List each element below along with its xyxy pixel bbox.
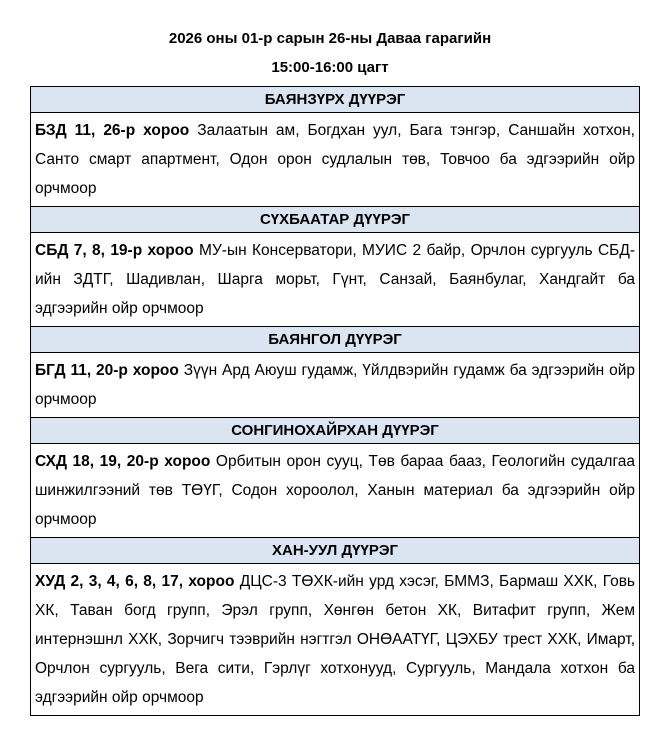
- district-header-sukhbaatar: СҮХБААТАР ДҮҮРЭГ: [31, 207, 639, 233]
- location-list: Орбитын орон сууц, Төв бараа бааз, Геологийн судалгаа шинжилгээний төв ТӨҮГ, Содон хороолол, Ханын материал ба эдгээрийн ойр орчмоор: [35, 453, 635, 528]
- khoroo-label: СБД 7, 8, 19-р хороо: [35, 242, 194, 259]
- location-list: Зүүн Ард Аюуш гудамж, Үйлдвэрийн гудамж ба эдгээрийн ойр орчмоор: [35, 362, 635, 408]
- district-body-bayanzurkh: [31, 113, 639, 207]
- khoroo-label: ХУД 2, 3, 4, 6, 8, 17, хороо: [35, 573, 235, 590]
- document-title-date: 2026 оны 01-р сарын 26-ны Даваа гарагийн: [168, 30, 492, 47]
- document-title-time: 15:00-16:00 цагт: [271, 59, 389, 76]
- district-body-bayangol: [31, 353, 639, 418]
- district-header-khan-uul: ХАН-УУЛ ДҮҮРЭГ: [31, 538, 639, 564]
- location-list: ДЦС-3 ТӨХК-ийн урд хэсэг, БММЗ, Бармаш ХХК, Говь ХК, Таван богд групп, Эрэл групп, Хөнгөн бетон ХК, Витафит групп, Жем интернэшнл ХХК, Зорчигч тээврийн нэгтгэл ОНӨААТҮГ, ЦЭХБУ трест ХХК, Имарт, Орчлон сургууль, Вега сити, Гэрлүг хотхонууд, Сургууль, Мандала хотхон ба эдгээрийн ойр орчмоор: [35, 573, 635, 706]
- district-body-songinokhairkhan: [31, 444, 639, 538]
- district-body-sukhbaatar: [31, 233, 639, 327]
- district-header-bayanzurkh: БАЯНЗҮРХ ДҮҮРЭГ: [31, 87, 639, 113]
- khoroo-label: БЗД 11, 26-р хороо: [35, 122, 190, 139]
- district-body-khan-uul: [31, 564, 639, 716]
- location-list: МУ-ын Консерватори, МУИС 2 байр, Орчлон сургууль СБД-ийн ЗДТГ, Шадивлан, Шарга морьт, Гүнт, Санзай, Баянбулаг, Хандгайт ба эдгээрийн ойр орчмоор: [35, 242, 636, 317]
- district-header-songinokhairkhan: СОНГИНОХАЙРХАН ДҮҮРЭГ: [31, 418, 639, 444]
- location-list: Залаатын ам, Богдхан уул, Бага тэнгэр, Саншайн хотхон, Санто смарт апартмент, Одон орон судлалын төв, Товчоо ба эдгээрийн ойр орчмоор: [35, 122, 635, 197]
- khoroo-label: БГД 11, 20-р хороо: [35, 362, 179, 379]
- schedule-table: [30, 86, 640, 716]
- district-header-bayangol: БАЯНГОЛ ДҮҮРЭГ: [31, 327, 639, 353]
- khoroo-label: СХД 18, 19, 20-р хороо: [35, 453, 211, 470]
